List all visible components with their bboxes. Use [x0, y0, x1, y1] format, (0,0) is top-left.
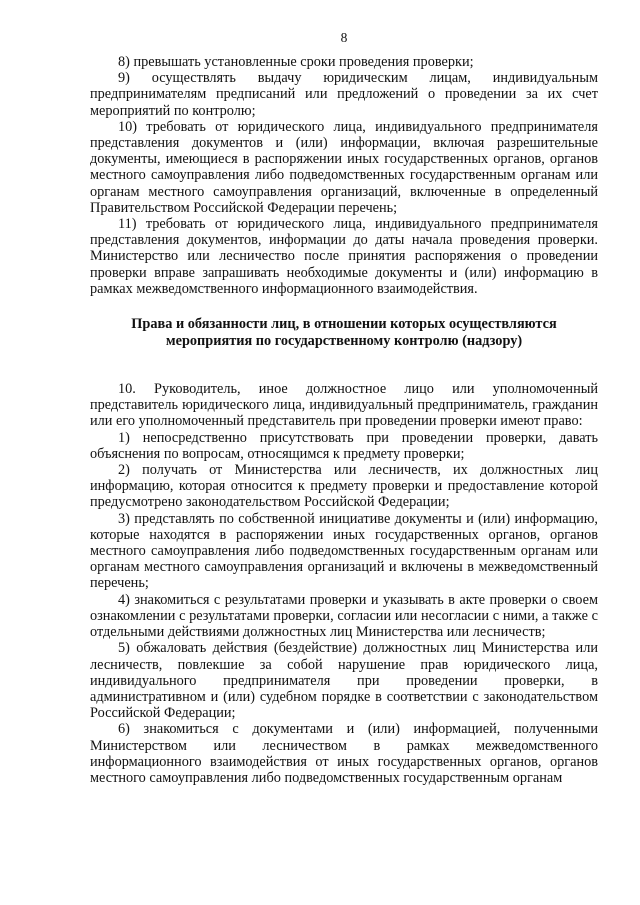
- page-number: 8: [340, 30, 348, 45]
- paragraph-clause-10: 10. Руководитель, иное должностное лицо или уполномоченный представитель юридического лица, индивидуальный предприниматель, гражданин или его уполномоченный представитель при проведении проверки имеют право:: [90, 381, 598, 430]
- paragraph-right-4: 4) знакомиться с результатами проверки и указывать в акте проверки о своем ознакомлении с результатами проверки, согласии или несогласии с ними, а также с отдельными действиями должностных лиц Министерства или лесничеств;: [90, 591, 598, 641]
- paragraph-right-1: 1) непосредственно присутствовать при проведении проверки, давать объяснения по вопросам, относящимся к предмету проверки;: [90, 429, 598, 462]
- paragraph-item-11: 11) требовать от юридического лица, индивидуального предпринимателя представления документов, информации до даты начала проведения проверки. Министерство или лесничество после принятия распоряжения о проведении проверки вправе запрашивать необходимые документы и (или) информацию в рамках межведомственного информационного взаимодействия.: [90, 216, 598, 297]
- paragraph-right-3: 3) представлять по собственной инициативе документы и (или) информацию, которые находятся в распоряжении иных государственных органов, органов местного самоуправления либо подведомственных государственным органам или органам местного самоуправления организаций и включены в межведомственный перечень;: [90, 510, 598, 592]
- paragraph-right-6: 6) знакомиться с документами и (или) информацией, полученными Министерством или лесничеством в рамках межведомственного информационного взаимодействия от иных государственных органов, органов местного самоуправления либо подведомственных государственным органам: [90, 721, 598, 786]
- paragraph-group-bottom: [90, 381, 598, 786]
- paragraph-item-10: 10) требовать от юридического лица, индивидуального предпринимателя представления документов и (или) информации, включая разрешительные документы, имеющиеся в распоряжении иных государственных органов, органов местного самоуправления либо подведомственных государственным органам или органам местного самоуправления организаций, включенные в определенный Правительством Российской Федерации перечень;: [90, 118, 598, 216]
- paragraph-item-8: 8) превышать установленные сроки проведения проверки;: [118, 54, 474, 70]
- paragraph-right-5: 5) обжаловать действия (бездействие) должностных лиц Министерства или лесничеств, повлекшие за собой нарушение прав юридического лица, индивидуального предпринимателя при проведении проверки, в административном и (или) судебном порядке в соответствии с законодательством Российской Федерации;: [90, 640, 598, 722]
- paragraph-group-top: [90, 54, 598, 297]
- section-heading: [90, 316, 598, 350]
- section-heading-line-2: мероприятия по государственному контролю (надзору): [165, 333, 523, 350]
- document-page: [90, 30, 598, 786]
- paragraph-right-2: 2) получать от Министерства или лесничеств, их должностных лиц информацию, которая относится к предмету проверки и предоставление которой предусмотрено законодательством Российской Федерации;: [90, 462, 598, 511]
- paragraph-item-9: 9) осуществлять выдачу юридическим лицам, индивидуальным предпринимателям предписаний или предложений о проведении за их счет мероприятий по контролю;: [90, 70, 598, 119]
- section-heading-line-1: Права и обязанности лиц, в отношении которых осуществляются: [131, 316, 557, 333]
